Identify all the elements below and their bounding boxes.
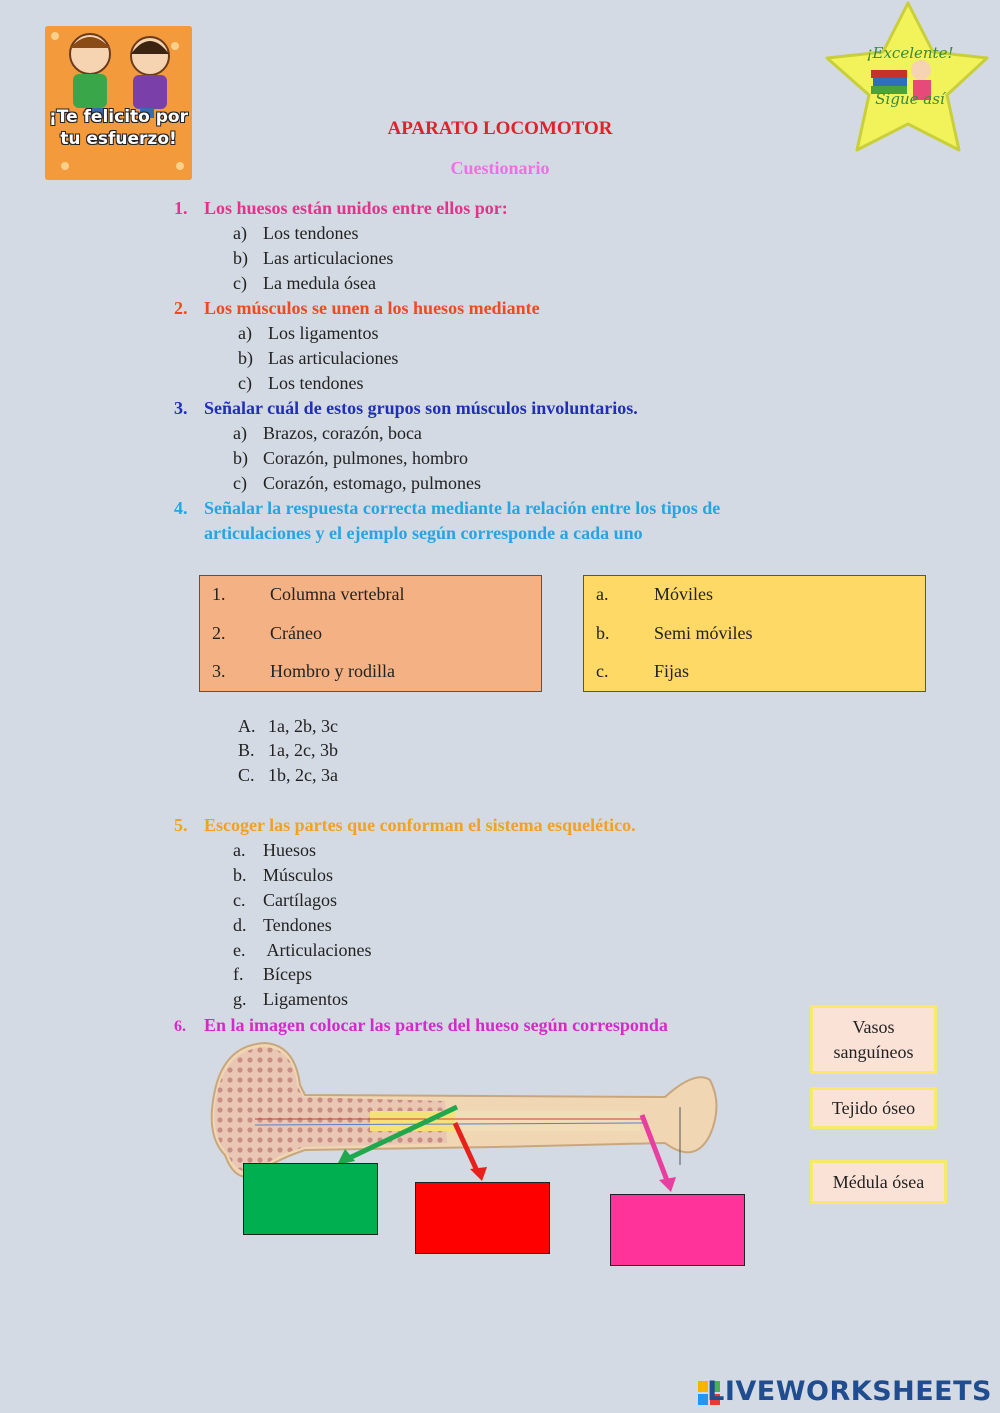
drag-label-tejido-oseo[interactable]: Tejido óseo xyxy=(810,1087,937,1129)
question-2: 2. Los músculos se unen a los huesos mediante xyxy=(174,298,540,318)
list-item: 1. Columna vertebral xyxy=(212,584,405,604)
list-item: 3. Hombro y rodilla xyxy=(212,661,395,681)
question-number: 1. xyxy=(174,198,188,218)
q3-option-c[interactable]: c) Corazón, estomago, pulmones xyxy=(233,473,481,493)
spongy-bone xyxy=(215,1047,447,1172)
excelente-badge-text: ¡Excelente! Sigue así xyxy=(866,44,954,108)
list-item: c. Fijas xyxy=(596,661,690,681)
answer-drop-box-red[interactable] xyxy=(415,1182,550,1254)
question-1 xyxy=(174,196,508,221)
q5-option-d[interactable]: d. Tendones xyxy=(233,915,332,935)
question-text: Los huesos están unidos entre ellos por: xyxy=(204,198,508,218)
excelente-star-badge xyxy=(813,0,995,175)
q4-option-c[interactable]: C. 1b, 2c, 3a xyxy=(238,765,338,785)
list-item: a. Móviles xyxy=(596,584,714,604)
drag-label-vasos-sanguineos[interactable]: Vasos sanguíneos xyxy=(810,1005,937,1074)
q5-option-e[interactable]: e. Articulaciones xyxy=(233,940,372,960)
q5-option-c[interactable]: c. Cartílagos xyxy=(233,890,337,910)
q2-option-b[interactable]: b) Las articulaciones xyxy=(238,348,399,368)
drag-label-medula-osea[interactable]: Médula ósea xyxy=(810,1160,947,1204)
q2-option-c[interactable]: c) Los tendones xyxy=(238,373,364,393)
footer-brand: LIVEWORKSHEETS xyxy=(707,1376,992,1407)
joints-examples-box xyxy=(199,575,542,692)
q5-option-g[interactable]: g. Ligamentos xyxy=(233,989,348,1009)
felicito-badge-text: ¡Te felicito por tu esfuerzo! xyxy=(49,107,188,149)
q1-option-c[interactable]: c) La medula ósea xyxy=(233,273,376,293)
felicito-badge xyxy=(45,26,192,180)
q3-option-a[interactable]: a) Brazos, corazón, boca xyxy=(233,423,422,443)
answer-drop-box-pink[interactable] xyxy=(610,1194,745,1266)
question-3: 3. Señalar cuál de estos grupos son músculos involuntarios. xyxy=(174,398,638,418)
children-illustration-icon xyxy=(45,26,192,180)
question-4: 4. Señalar la respuesta correcta mediante la relación entre los tipos de articulaciones y el ejemplo según corresponde a cada uno xyxy=(174,498,721,543)
q5-option-a[interactable]: a. Huesos xyxy=(233,840,316,860)
q3-option-b[interactable]: b) Corazón, pulmones, hombro xyxy=(233,448,468,468)
question-6: 6. En la imagen colocar las partes del hueso según corresponda xyxy=(174,1015,668,1035)
list-item: 2. Cráneo xyxy=(212,623,322,643)
page-title: APARATO LOCOMOTOR xyxy=(387,118,613,139)
q2-option-a[interactable]: a) Los ligamentos xyxy=(238,323,379,343)
question-5: 5. Escoger las partes que conforman el sistema esquelético. xyxy=(174,815,636,835)
q4-option-a[interactable]: A. 1a, 2b, 3c xyxy=(238,716,338,736)
list-item: b. Semi móviles xyxy=(596,623,753,643)
q5-option-b[interactable]: b. Músculos xyxy=(233,865,334,885)
answer-drop-box-green[interactable] xyxy=(243,1163,378,1235)
q5-option-f[interactable]: f. Bíceps xyxy=(233,964,312,984)
q1-option-a[interactable]: a) Los tendones xyxy=(233,223,359,243)
page-subtitle: Cuestionario xyxy=(450,158,550,178)
joint-types-box xyxy=(583,575,926,692)
q4-option-b[interactable]: B. 1a, 2c, 3b xyxy=(238,740,338,760)
q1-option-b[interactable]: b) Las articulaciones xyxy=(233,248,394,268)
